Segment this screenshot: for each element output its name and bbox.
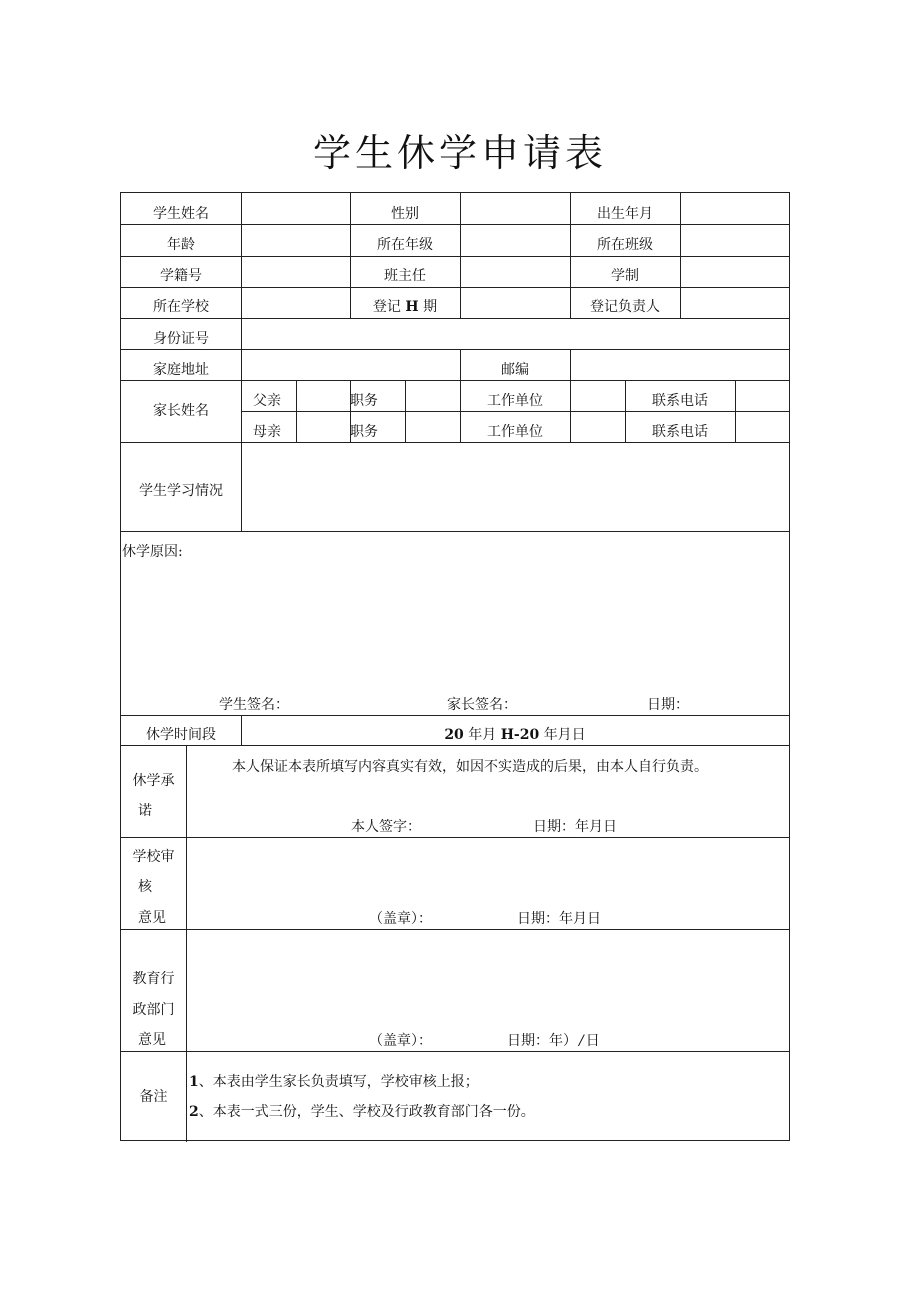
- label-school-system: 学制: [611, 268, 639, 284]
- note-1-number: 1: [189, 1074, 199, 1090]
- label-student-sign: 学生签名：: [219, 697, 289, 713]
- label-edu-review-1: 教育行: [132, 971, 175, 987]
- school-review-date: 日期：年月日: [517, 911, 601, 927]
- label-mother-work-unit: 工作单位: [487, 424, 543, 440]
- promise-sign: 本人签字：: [351, 819, 421, 835]
- label-edu-review-3: 意见: [138, 1032, 166, 1048]
- label-promise-1: 休学承: [132, 773, 175, 789]
- edu-date-b: /: [579, 1033, 584, 1049]
- label-class: 所在班级: [597, 237, 653, 253]
- register-date-suffix: 期: [423, 299, 438, 315]
- note-1: [189, 1072, 479, 1092]
- label-period: 休学时间段: [146, 727, 216, 743]
- label-school-review-3: 意见: [138, 910, 166, 926]
- page-title: 学生休学申请表: [312, 131, 607, 175]
- label-father-duty: 职务: [350, 393, 378, 409]
- label-student-id: 学籍号: [160, 268, 202, 284]
- label-school-review-2: 核: [138, 879, 152, 895]
- label-address: 家庭地址: [153, 362, 209, 378]
- edu-date-a: 日期：年）: [507, 1033, 577, 1049]
- label-grade: 所在年级: [377, 237, 433, 253]
- label-register-person: 登记负责人: [590, 299, 660, 315]
- label-father-phone: 联系电话: [652, 393, 708, 409]
- label-mother-duty: 职务: [350, 424, 378, 440]
- period-mid-2: 年月日: [543, 727, 586, 743]
- edu-date-c: 日: [585, 1033, 600, 1049]
- label-mother-phone: 联系电话: [652, 424, 708, 440]
- label-school: 所在学校: [153, 299, 209, 315]
- label-birth: 出生年月: [597, 206, 653, 222]
- label-father: 父亲: [253, 393, 281, 409]
- label-father-work-unit: 工作单位: [487, 393, 543, 409]
- label-mother: 母亲: [253, 424, 281, 440]
- period-value: [241, 725, 789, 745]
- promise-text: 本人保证本表所填写内容真实有效，如因不实造成的后果，由本人自行负责。: [232, 759, 708, 775]
- label-parent-sign: 家长签名：: [447, 697, 517, 713]
- label-edu-review-2: 政部门: [132, 1002, 175, 1018]
- edu-review-date: [507, 1031, 600, 1051]
- label-student-name: 学生姓名: [153, 206, 209, 222]
- label-study: 学生学习情况: [139, 483, 223, 499]
- note-1-text: 、本表由学生家长负责填写，学校审核上报；: [198, 1074, 479, 1090]
- label-head-teacher: 班主任: [384, 268, 426, 284]
- label-postcode: 邮编: [501, 362, 529, 378]
- label-reason-date: 日期：: [647, 697, 689, 713]
- label-id-card: 身份证号: [153, 331, 209, 347]
- label-notes: 备注: [139, 1089, 168, 1105]
- label-reason: 休学原因:: [122, 544, 183, 560]
- label-gender: 性别: [391, 206, 419, 222]
- application-form: [120, 192, 790, 1141]
- label-age: 年龄: [167, 237, 195, 253]
- register-date-mid: H: [405, 299, 419, 315]
- school-seal: （盖章）：: [369, 911, 432, 927]
- note-2-number: 2: [189, 1104, 199, 1120]
- period-year-1: 20: [444, 727, 464, 743]
- edu-seal: （盖章）：: [369, 1033, 432, 1049]
- note-2: [189, 1102, 535, 1122]
- label-school-review-1: 学校审: [132, 849, 175, 865]
- period-h: H-20: [500, 727, 540, 743]
- label-parent-name: 家长姓名: [153, 403, 209, 419]
- label-register-date: [350, 297, 460, 317]
- register-date-prefix: 登记: [372, 299, 401, 315]
- period-mid-1: 年月: [468, 727, 497, 743]
- promise-date: 日期：年月日: [533, 819, 617, 835]
- note-2-text: 、本表一式三份，学生、学校及行政教育部门各一份。: [198, 1104, 535, 1120]
- label-promise-2: 诺: [138, 803, 152, 819]
